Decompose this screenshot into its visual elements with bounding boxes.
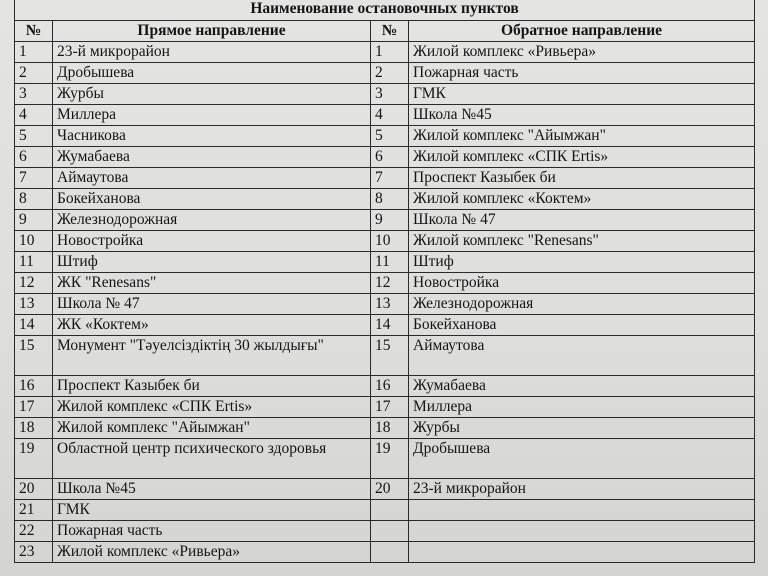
- header-forward-direction: Прямое направление: [53, 21, 371, 42]
- table-row: [15, 273, 755, 294]
- table-row: [15, 42, 755, 63]
- reverse-stop-name: Жилой комплекс «Коктем»: [409, 189, 755, 210]
- forward-stop-name: Пожарная часть: [53, 521, 371, 542]
- forward-stop-number: 12: [15, 273, 53, 294]
- forward-stop-name: Школа №45: [53, 479, 371, 500]
- forward-stop-name: Железнодорожная: [53, 210, 371, 231]
- reverse-stop-name: Миллера: [409, 397, 755, 418]
- table-row: [15, 231, 755, 252]
- table-row: [15, 168, 755, 189]
- header-reverse-direction: Обратное направление: [409, 21, 755, 42]
- forward-stop-name: Монумент "Тәуелсіздіктің 30 жылдығы": [53, 336, 371, 376]
- forward-stop-name: Жумабаева: [53, 147, 371, 168]
- reverse-stop-name: 23-й микрорайон: [409, 479, 755, 500]
- reverse-stop-name: Жилой комплекс «Ривьера»: [409, 42, 755, 63]
- reverse-stop-number: 10: [371, 231, 409, 252]
- forward-stop-name: Жилой комплекс "Айымжан": [53, 418, 371, 439]
- table-row: [15, 376, 755, 397]
- forward-stop-number: 20: [15, 479, 53, 500]
- reverse-stop-number: 15: [371, 336, 409, 376]
- table-row: [15, 479, 755, 500]
- reverse-stop-number: 5: [371, 126, 409, 147]
- reverse-stop-number: 1: [371, 42, 409, 63]
- forward-stop-number: 11: [15, 252, 53, 273]
- forward-stop-name: Проспект Казыбек би: [53, 376, 371, 397]
- reverse-stop-number: 2: [371, 63, 409, 84]
- reverse-stop-name: Жилой комплекс "Айымжан": [409, 126, 755, 147]
- table-header-row: [15, 21, 755, 42]
- table-row: [15, 294, 755, 315]
- reverse-stop-name: Журбы: [409, 418, 755, 439]
- reverse-stop-name: Школа №45: [409, 105, 755, 126]
- table-row: [15, 336, 755, 376]
- reverse-stop-number: 17: [371, 397, 409, 418]
- table-row: [15, 439, 755, 479]
- table-row: [15, 542, 755, 563]
- forward-stop-number: 2: [15, 63, 53, 84]
- forward-stop-number: 4: [15, 105, 53, 126]
- forward-stop-name: Областной центр психического здоровья: [53, 439, 371, 479]
- forward-stop-name: Журбы: [53, 84, 371, 105]
- reverse-stop-number: [371, 542, 409, 563]
- reverse-stop-name: [409, 542, 755, 563]
- forward-stop-number: 10: [15, 231, 53, 252]
- reverse-stop-name: Аймаутова: [409, 336, 755, 376]
- reverse-stop-name: Жилой комплекс "Renesans": [409, 231, 755, 252]
- table-row: [15, 397, 755, 418]
- forward-stop-number: 1: [15, 42, 53, 63]
- table-row: [15, 63, 755, 84]
- table-row: [15, 189, 755, 210]
- reverse-stop-number: 13: [371, 294, 409, 315]
- forward-stop-number: 9: [15, 210, 53, 231]
- forward-stop-name: ГМК: [53, 500, 371, 521]
- reverse-stop-name: Жумабаева: [409, 376, 755, 397]
- table-row: [15, 418, 755, 439]
- forward-stop-number: 13: [15, 294, 53, 315]
- forward-stop-name: ЖК "Renesans": [53, 273, 371, 294]
- forward-stop-number: 19: [15, 439, 53, 479]
- stops-table: [14, 0, 755, 563]
- table-title-row: [15, 0, 755, 21]
- forward-stop-name: Бокейханова: [53, 189, 371, 210]
- forward-stop-number: 6: [15, 147, 53, 168]
- reverse-stop-number: 16: [371, 376, 409, 397]
- forward-stop-number: 21: [15, 500, 53, 521]
- forward-stop-name: 23-й микрорайон: [53, 42, 371, 63]
- reverse-stop-number: 14: [371, 315, 409, 336]
- reverse-stop-name: Железнодорожная: [409, 294, 755, 315]
- forward-stop-name: Жилой комплекс «СПК Ertis»: [53, 397, 371, 418]
- table-title: Наименование остановочных пунктов: [15, 0, 755, 21]
- reverse-stop-number: 6: [371, 147, 409, 168]
- reverse-stop-number: 3: [371, 84, 409, 105]
- table-row: [15, 500, 755, 521]
- reverse-stop-number: [371, 500, 409, 521]
- reverse-stop-number: 20: [371, 479, 409, 500]
- forward-stop-name: Миллера: [53, 105, 371, 126]
- forward-stop-number: 3: [15, 84, 53, 105]
- table-row: [15, 210, 755, 231]
- forward-stop-number: 7: [15, 168, 53, 189]
- forward-stop-name: ЖК «Коктем»: [53, 315, 371, 336]
- reverse-stop-name: Пожарная часть: [409, 63, 755, 84]
- table-row: [15, 252, 755, 273]
- reverse-stop-name: Штиф: [409, 252, 755, 273]
- forward-stop-name: Аймаутова: [53, 168, 371, 189]
- forward-stop-number: 8: [15, 189, 53, 210]
- reverse-stop-number: 12: [371, 273, 409, 294]
- reverse-stop-number: 19: [371, 439, 409, 479]
- forward-stop-number: 18: [15, 418, 53, 439]
- reverse-stop-name: Бокейханова: [409, 315, 755, 336]
- reverse-stop-name: Новостройка: [409, 273, 755, 294]
- forward-stop-number: 5: [15, 126, 53, 147]
- forward-stop-name: Штиф: [53, 252, 371, 273]
- forward-stop-number: 16: [15, 376, 53, 397]
- forward-stop-number: 23: [15, 542, 53, 563]
- table-row: [15, 105, 755, 126]
- header-num-reverse: №: [371, 21, 409, 42]
- forward-stop-number: 14: [15, 315, 53, 336]
- forward-stop-number: 22: [15, 521, 53, 542]
- reverse-stop-name: ГМК: [409, 84, 755, 105]
- reverse-stop-name: [409, 521, 755, 542]
- forward-stop-number: 15: [15, 336, 53, 376]
- table-row: [15, 147, 755, 168]
- reverse-stop-number: 18: [371, 418, 409, 439]
- reverse-stop-name: Дробышева: [409, 439, 755, 479]
- reverse-stop-name: Школа № 47: [409, 210, 755, 231]
- reverse-stop-name: Жилой комплекс «СПК Ertis»: [409, 147, 755, 168]
- forward-stop-name: Новостройка: [53, 231, 371, 252]
- forward-stop-name: Часникова: [53, 126, 371, 147]
- reverse-stop-name: [409, 500, 755, 521]
- table-row: [15, 126, 755, 147]
- header-num-forward: №: [15, 21, 53, 42]
- table-row: [15, 521, 755, 542]
- reverse-stop-name: Проспект Казыбек би: [409, 168, 755, 189]
- forward-stop-number: 17: [15, 397, 53, 418]
- reverse-stop-number: [371, 521, 409, 542]
- reverse-stop-number: 11: [371, 252, 409, 273]
- forward-stop-name: Жилой комплекс «Ривьера»: [53, 542, 371, 563]
- reverse-stop-number: 8: [371, 189, 409, 210]
- reverse-stop-number: 7: [371, 168, 409, 189]
- forward-stop-name: Школа № 47: [53, 294, 371, 315]
- table-row: [15, 84, 755, 105]
- table-body: [15, 42, 755, 563]
- table-row: [15, 315, 755, 336]
- reverse-stop-number: 9: [371, 210, 409, 231]
- reverse-stop-number: 4: [371, 105, 409, 126]
- forward-stop-name: Дробышева: [53, 63, 371, 84]
